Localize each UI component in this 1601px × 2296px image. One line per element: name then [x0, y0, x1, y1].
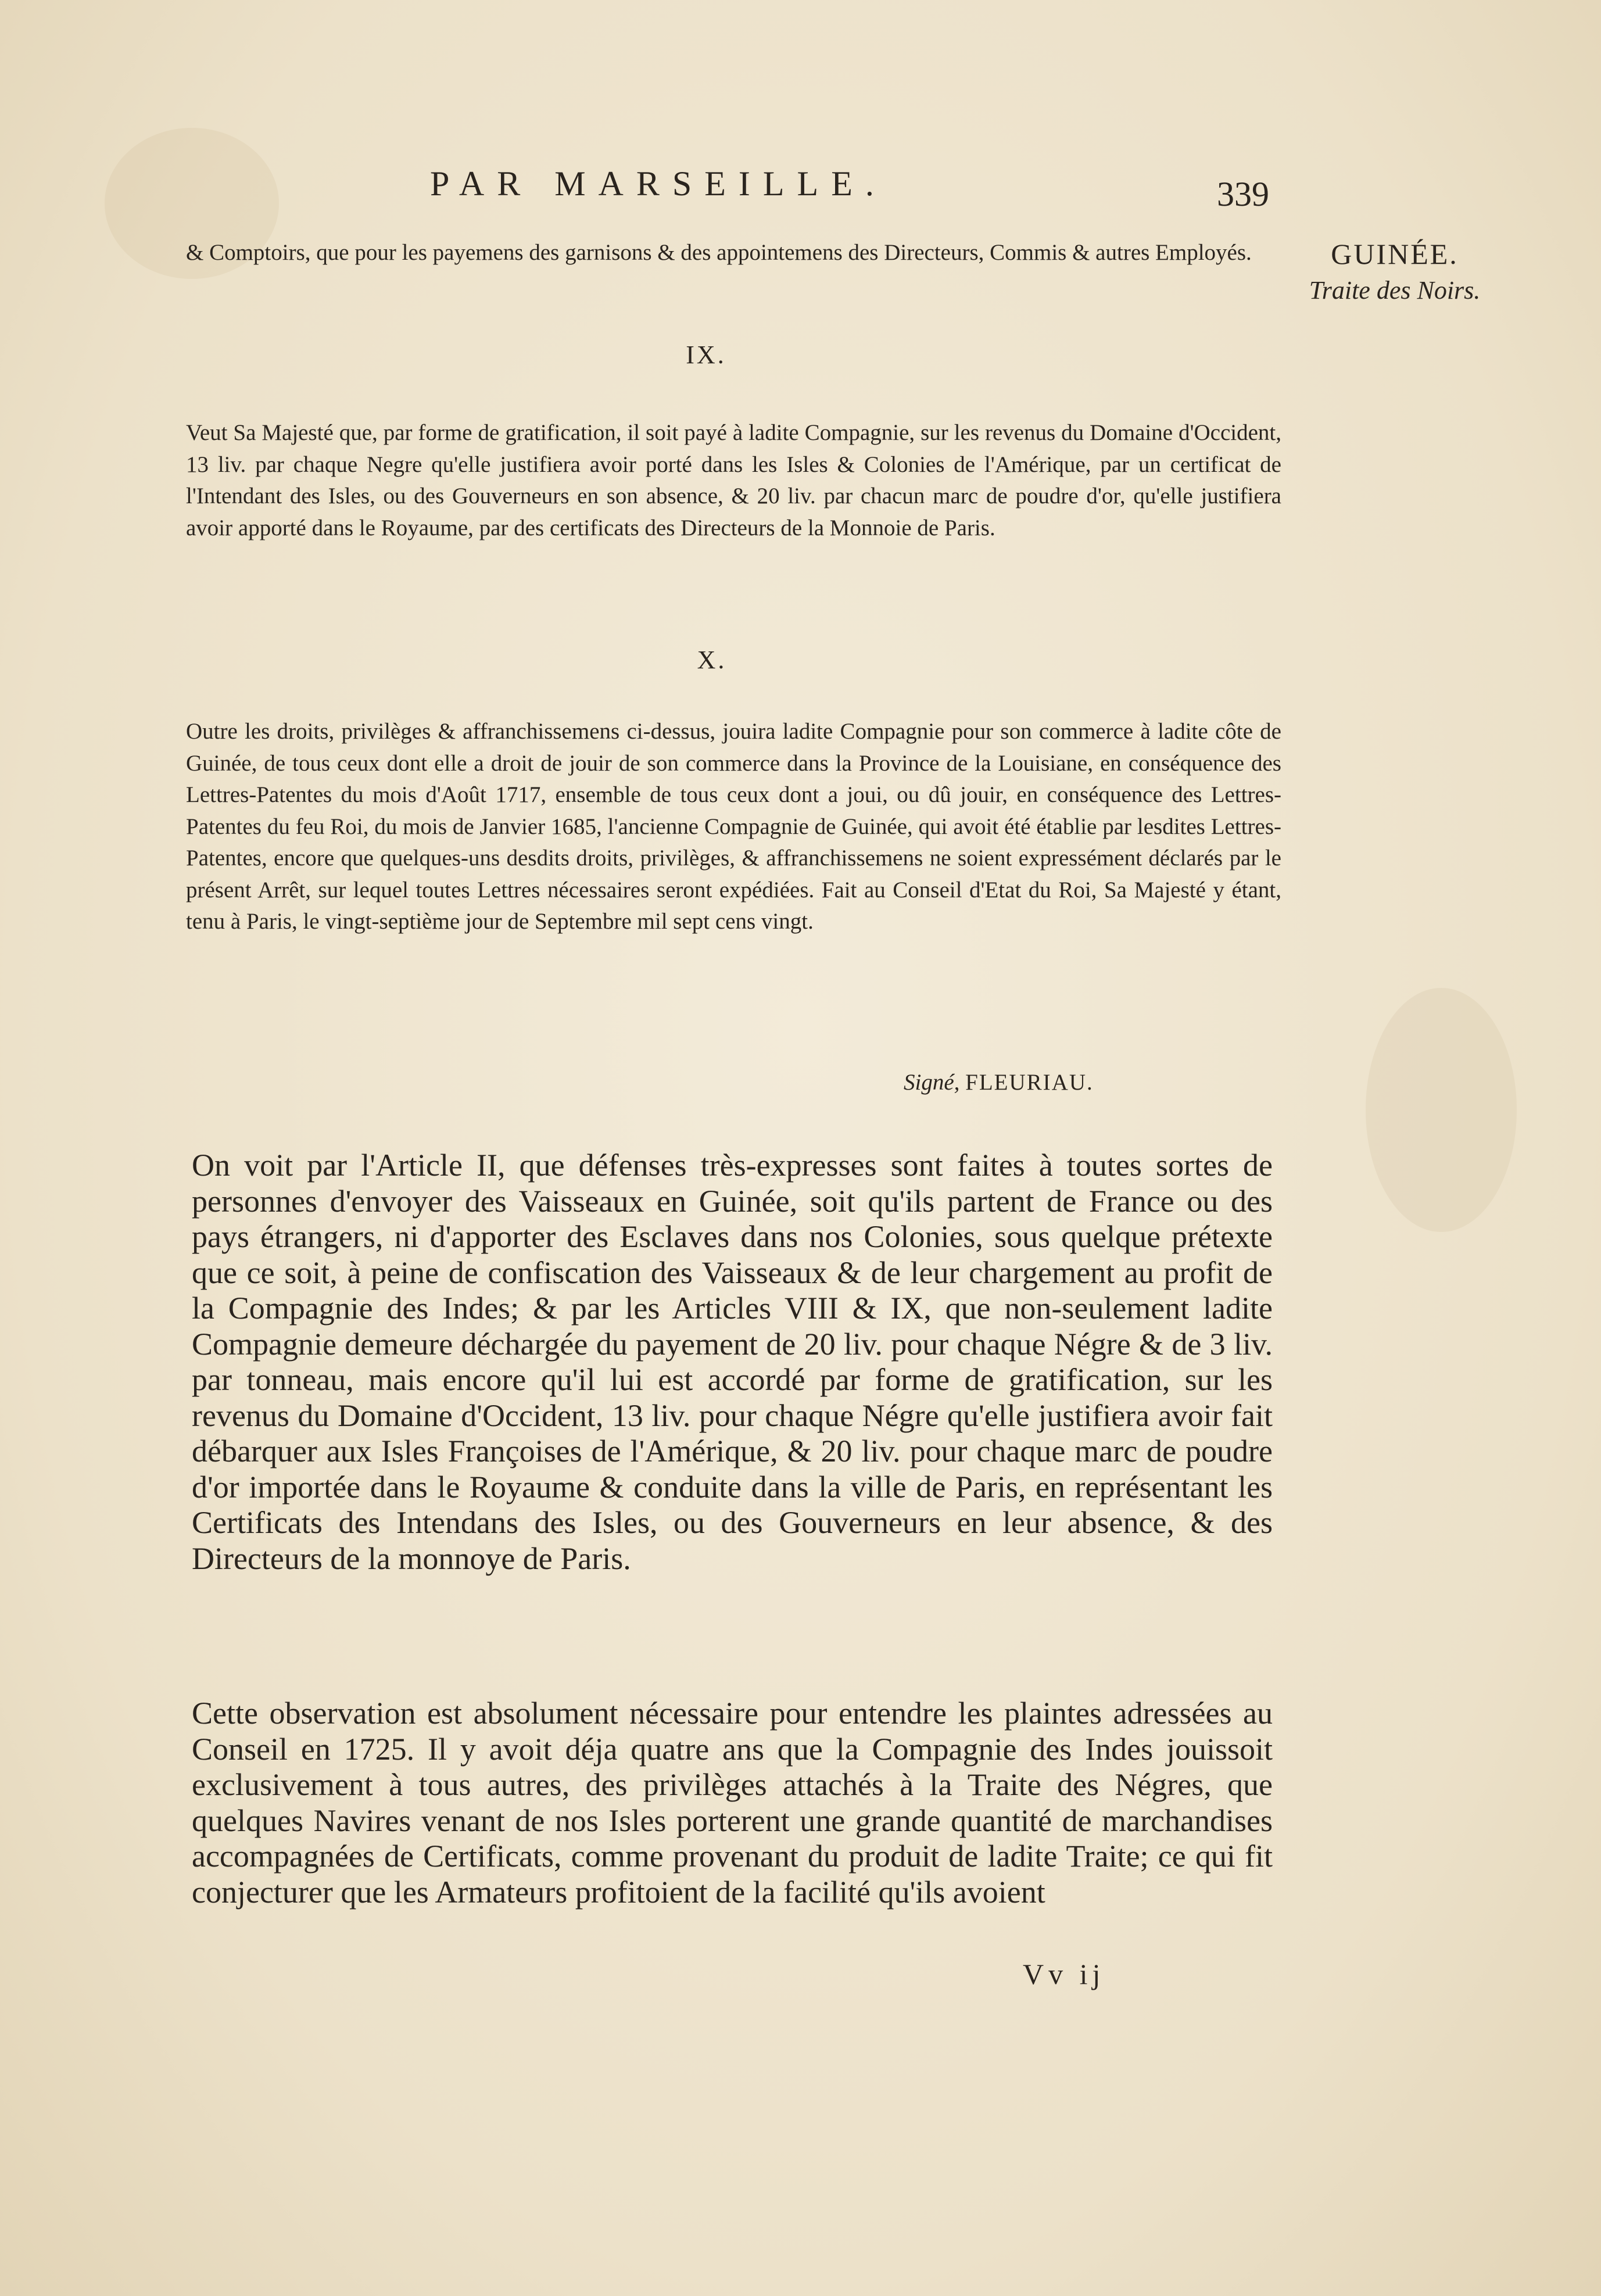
article-x-body	[186, 716, 1281, 938]
signature-label: Signé,	[904, 1070, 960, 1095]
signature-name: FLEURIAU.	[965, 1070, 1094, 1095]
margin-note	[1287, 237, 1502, 305]
article-x-text: Outre les droits, privilèges & affranchissemens ci-dessus, jouira ladite Compagnie pour son commerce à ladite côte de Guinée, de tous ceux dont elle a droit de jouir de son commerce dans la Province de la Louisiane, en conséquence des Lettres-Patentes du mois d'Août 1717, ensemble de tous ceux dont a joui, ou dû jouir, en conséquence des Lettres-Patentes du feu Roi, du mois de Janvier 1685, l'ancienne Compagnie de Guinée, qui avoit été établie par lesdites Lettres-Patentes, encore que quelques-uns desdits droits, privilèges, & affranchissemens ne soient expressément déclarés par le présent Arrêt, sur lequel toutes Lettres nécessaires seront expédiées. Fait au Conseil d'Etat du Roi, Sa Majesté y étant, tenu à Paris, le vingt-septième jour de Septembre mil sept cens vingt.	[186, 719, 1281, 934]
article-ix-body	[186, 417, 1281, 544]
article-ix-text: Veut Sa Majesté que, par forme de gratification, il soit payé à ladite Compagnie, sur les revenus du Domaine d'Occident, 13 liv. par chaque Negre qu'elle justifiera avoir porté dans les Isles & Colonies de l'Amérique, par un certificat de l'Intendant des Isles, ou des Gouverneurs en son absence, & 20 liv. par chacun marc de poudre d'or, qu'elle justifiera avoir apporté dans le Royaume, par des certificats des Directeurs de la Monnoie de Paris.	[186, 420, 1281, 540]
margin-note-title: GUINÉE.	[1331, 238, 1459, 270]
intro-text: & Comptoirs, que pour les payemens des garnisons & des appointemens des Directeurs, Commis & autres Employés.	[186, 240, 1252, 265]
commentary-paragraph-1	[192, 1148, 1273, 1577]
commentary-paragraph-2	[192, 1696, 1273, 1910]
signature	[904, 1069, 1094, 1095]
paper-stain	[1366, 988, 1517, 1232]
running-head: PAR MARSEILLE.	[430, 164, 887, 203]
commentary-text: Cette observation est absolument nécessaire pour entendre les plaintes adressées au Conseil en 1725. Il y avoit déja quatre ans que la Compagnie des Indes jouissoit exclusivement à tous autres, des privilèges attachés à la Traite des Négres, que quelques Navires venant de nos Isles porterent une grande quantité de marchandises accompagnées de Certificats, comme provenant du produit de ladite Traite; ce qui fit conjecturer que les Armateurs profitoient de la facilité qu'ils avoient	[192, 1696, 1273, 1910]
signature-mark: Vv ij	[1023, 1958, 1105, 1990]
margin-note-subtitle: Traite des Noirs.	[1309, 276, 1481, 305]
article-x-heading: X.	[697, 646, 727, 674]
article-ix-heading: IX.	[686, 341, 726, 369]
commentary-text: On voit par l'Article II, que défenses très-expresses sont faites à toutes sortes de personnes d'envoyer des Vaisseaux en Guinée, soit qu'ils partent de France ou des pays étrangers, ni d'apporter des Esclaves dans nos Colonies, sous quelque prétexte que ce soit, à peine de confiscation des Vaisseaux & de leur chargement au profit de la Compagnie des Indes; & par les Articles VIII & IX, que non-seulement ladite Compagnie demeure déchargée du payement de 20 liv. pour chaque Négre & de 3 liv. par tonneau, mais encore qu'il lui est accordé par forme de gratification, sur les revenus du Domaine d'Occident, 13 liv. pour chaque Négre qu'elle justifiera avoir fait débarquer aux Isles Françoises de l'Amérique, & 20 liv. pour chaque marc de poudre d'or importée dans le Royaume & conduite dans la ville de Paris, en représentant les Certificats des Intendans des Isles, ou des Gouverneurs en leur absence, & des Directeurs de la monnoye de Paris.	[192, 1148, 1273, 1576]
intro-paragraph	[186, 237, 1281, 269]
page-number: 339	[1217, 175, 1269, 213]
